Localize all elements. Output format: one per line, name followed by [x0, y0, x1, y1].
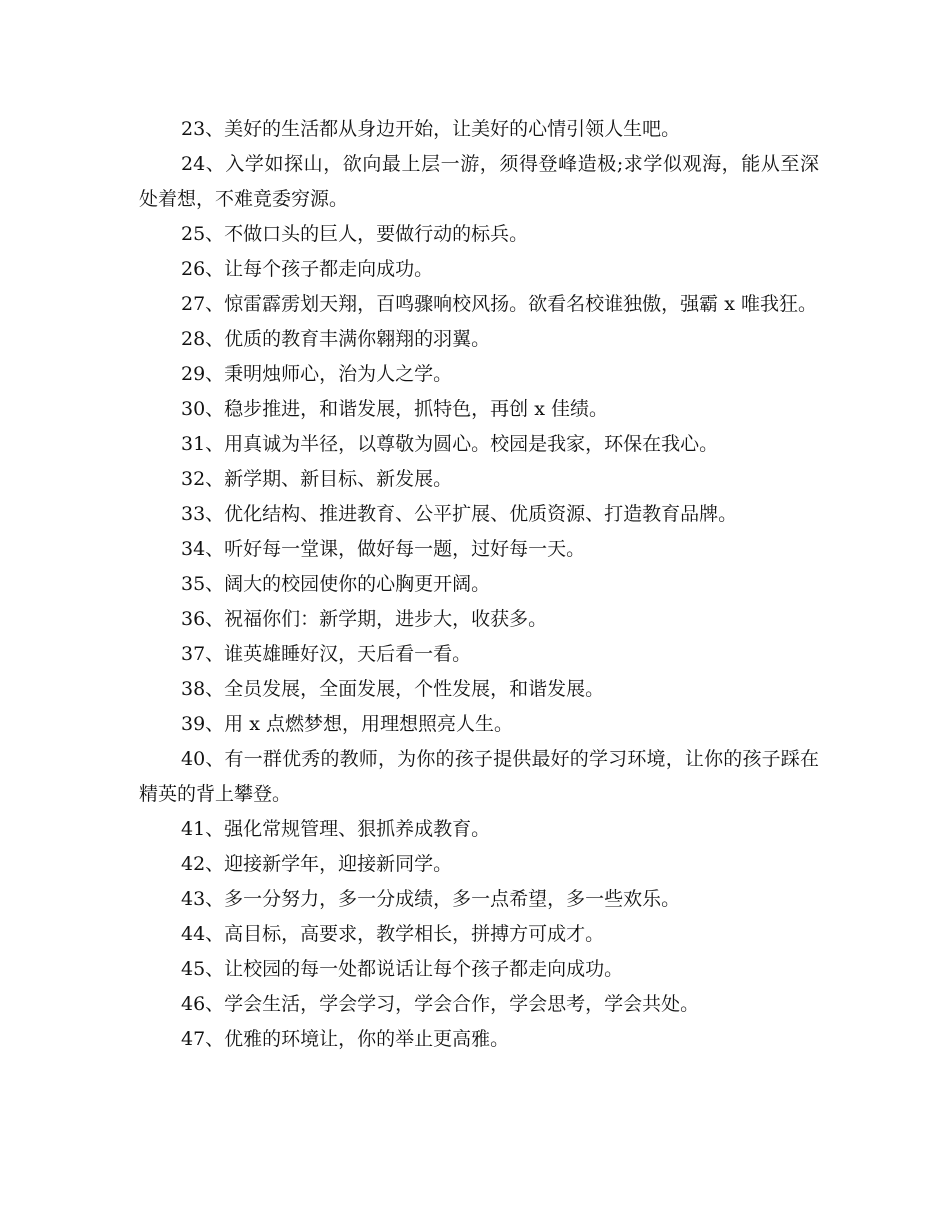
list-item: 23、美好的生活都从身边开始，让美好的心情引领人生吧。 — [181, 118, 681, 140]
list-item: 29、秉明烛师心，治为人之学。 — [181, 363, 453, 385]
list-item: 32、新学期、新目标、新发展。 — [181, 468, 453, 490]
slogan-list — [139, 112, 819, 1057]
list-item: 30、稳步推进，和谐发展，抓特色，再创 x 佳绩。 — [181, 398, 608, 420]
list-item: 44、高目标，高要求，教学相长，拼搏方可成才。 — [181, 923, 605, 945]
list-item: 46、学会生活，学会学习，学会合作，学会思考，学会共处。 — [181, 993, 700, 1015]
list-item: 45、让校园的每一处都说话让每个孩子都走向成功。 — [181, 958, 624, 980]
list-item: 26、让每个孩子都走向成功。 — [181, 258, 434, 280]
list-item: 43、多一分努力，多一分成绩，多一点希望，多一些欢乐。 — [181, 888, 681, 910]
list-item: 33、优化结构、推进教育、公平扩展、优质资源、打造教育品牌。 — [181, 503, 738, 525]
list-item: 36、祝福你们：新学期，进步大，收获多。 — [181, 608, 548, 630]
list-item: 35、阔大的校园使你的心胸更开阔。 — [181, 573, 491, 595]
list-item: 47、优雅的环境让，你的举止更高雅。 — [181, 1028, 510, 1050]
list-item: 24、入学如探山，欲向最上层一游，须得登峰造极;求学似观海，能从至深处着想，不难竟委穷源。 — [139, 153, 819, 210]
list-item: 37、谁英雄睡好汉，天后看一看。 — [181, 643, 472, 665]
list-item: 25、不做口头的巨人，要做行动的标兵。 — [181, 223, 529, 245]
list-item: 34、听好每一堂课，做好每一题，过好每一天。 — [181, 538, 586, 560]
list-item: 31、用真诚为半径，以尊敬为圆心。校园是我家，环保在我心。 — [181, 433, 719, 455]
list-item: 42、迎接新学年，迎接新同学。 — [181, 853, 453, 875]
list-item: 39、用 x 点燃梦想，用理想照亮人生。 — [181, 713, 513, 735]
list-item: 27、惊雷霹雳划天翔，百鸣骤响校风扬。欲看名校谁独傲，强霸 x 唯我狂。 — [181, 293, 817, 315]
list-item: 28、优质的教育丰满你翱翔的羽翼。 — [181, 328, 491, 350]
list-item: 41、强化常规管理、狠抓养成教育。 — [181, 818, 491, 840]
list-item: 38、全员发展，全面发展，个性发展，和谐发展。 — [181, 678, 605, 700]
list-item: 40、有一群优秀的教师，为你的孩子提供最好的学习环境，让你的孩子踩在精英的背上攀登。 — [139, 748, 819, 805]
